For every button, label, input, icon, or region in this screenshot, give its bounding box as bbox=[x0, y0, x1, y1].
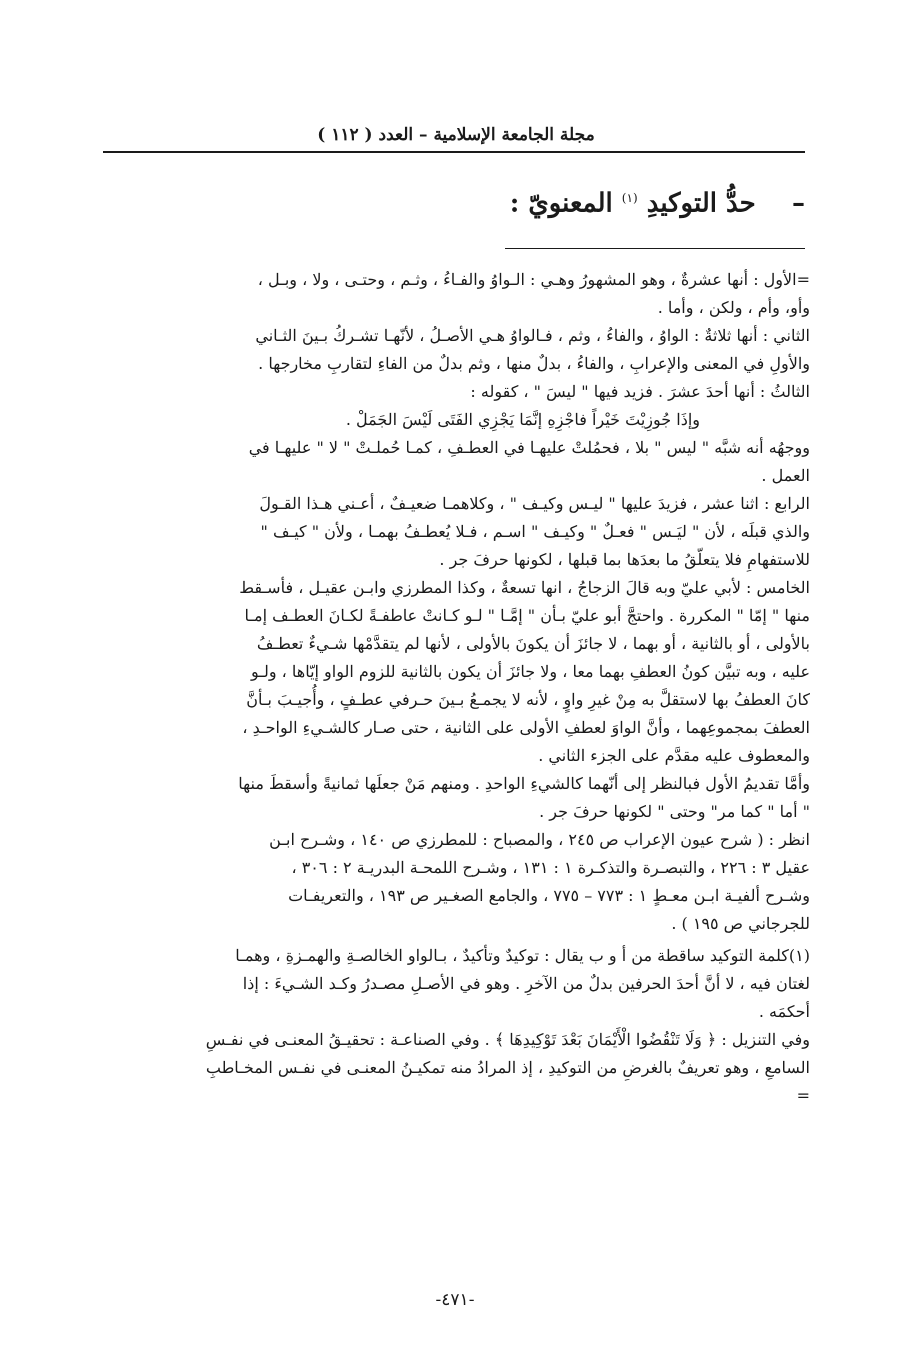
header-rule bbox=[103, 151, 805, 153]
footnote-line: (١)كلمة التوكيد ساقطة من أ و ب يقال : توكيدٌ وتأكيدٌ ، بـالواو الخالصـةِ والهمـزةِ ، وهمـا bbox=[235, 946, 810, 965]
footnote-continuation-mark: = bbox=[796, 1086, 810, 1105]
footnote-reference[interactable]: (١) bbox=[621, 191, 638, 205]
footnote-line: الثاني : أنها ثلاثةٌ : الواوُ ، والفاءُ ، وثم ، فـالواوُ هـي الأصـلُ ، لأنّهـا تشـركُ بـينَ الثـاني bbox=[255, 326, 810, 345]
footnote-line: للجرجاني ص ١٩٥ ) . bbox=[671, 914, 810, 933]
section-heading bbox=[510, 178, 805, 224]
footnote-line: السامعِ ، وهو تعريفٌ بالغرضِ من التوكيدِ ، إذ المرادُ منه تمكيـنُ المعنـى في نفـس المخـاطبِ bbox=[205, 1058, 810, 1077]
heading-dash: – bbox=[792, 188, 805, 219]
footnote-line: والذي قبلَه ، لأن " ليَـس " فعـلٌ " وكيـف " اسـم ، فـلا يُعطـفُ بهمـا ، ولأن " كيـف " bbox=[260, 522, 810, 541]
running-header: مجلة الجامعة الإسلامية – العدد ( ١١٢ ) bbox=[317, 125, 595, 145]
footnotes-block bbox=[100, 266, 810, 1110]
footnote-line: عليه ، وبه تبيَّن كونُ العطفِ بهما معا ، ولا جائزَ أن يكون بالثانية للزوم الواو إيّاها ، ولـو bbox=[250, 662, 810, 681]
footnote-line: والمعطوف عليه مقدَّم على الجزء الثاني . bbox=[538, 746, 810, 765]
footnote-separator bbox=[505, 248, 805, 249]
footnote-line: للاستفهامِ فلا يتعلّقُ ما بعدَها بما قبلها ، لكونها حرفَ جر . bbox=[439, 550, 810, 569]
footnote-line: كانَ العطفُ بها لاستقلَّ به مِنْ غيرِ واوٍ ، لأنه لا يجمـعُ بـينَ حـرفي عطـفٍ ، وأُجيـبَ بـأنَّ bbox=[246, 690, 810, 709]
footnote-line: لغتان فيه ، لا أنَّ أحدَ الحرفين بدلٌ من الآخرِ . وهو في الأصـلِ مصـدرُ وكـد الشـيءَ : إذا bbox=[242, 974, 810, 993]
footnote-line: انظر : ( شرح عيون الإعراب ص ٢٤٥ ، والمصباح : للمطرزي ص ١٤٠ ، وشـرح ابـن bbox=[269, 830, 810, 849]
heading-title-part1: حدُّ التوكيدِ bbox=[646, 188, 756, 219]
footnote-line: عقيل ٣ : ٢٢٦ ، والتبصـرة والتذكـرة ١ : ١٣١ ، وشـرح اللمحـة البدريـة ٢ : ٣٠٦ ، bbox=[291, 858, 810, 877]
footnote-line: وشـرح ألفيـة ابـن معـطٍ ١ : ٧٧٣ – ٧٧٥ ، والجامع الصغـير ص ١٩٣ ، والتعريفـات bbox=[288, 886, 810, 905]
footnote-line: الثالثُ : أنها أحدَ عشرَ . فزيد فيها " ليسَ " ، كقوله : bbox=[470, 382, 810, 401]
footnote-line: والأولِ في المعنى والإعرابِ ، والفاءُ ، بدلٌ منها ، وثم بدلٌ من الفاءِ لتقاربِ مخارجها . bbox=[258, 354, 810, 373]
heading-title-part2: المعنويّ : bbox=[509, 188, 613, 219]
footnote-line: ووجهُه أنه شبَّه " ليس " بلا ، فحمُلتْ عليهـا في العطـفِ ، كمـا حُملـتْ " لا " عليهـا في bbox=[248, 438, 810, 457]
footnote-line: بالأولى ، أو بالثانية ، أو بهما ، لا جائزَ أن يكونَ بالأولى ، لأنها لم يتقدَّمْها شـيءٌ تعطـفُ bbox=[256, 634, 810, 653]
footnote-line: =الأول : أنها عشرةٌ ، وهو المشهورُ وهـي : الـواوُ والفـاءُ ، وثـم ، وحتـى ، ولا ، وبـل ، bbox=[257, 270, 810, 289]
footnote-line: " أما " كما مر" وحتى " لكونها حرفَ جر . bbox=[539, 802, 810, 821]
footnote-line: وأو، وأم ، ولكن ، وأما . bbox=[657, 298, 810, 317]
footnote-line: منها " إمّا " المكررة . واحتجَّ أبو عليّ بـأن " إمَّـا " لـو كـانتْ عاطفـةً لكـانَ العطـف إمـا bbox=[244, 606, 810, 625]
footnote-line: العطفَ بمجموعِهما ، وأنَّ الواوَ لعطفِ الأولى على الثانية ، حتى صـار كالشـيءِ الواحـدِ ، bbox=[242, 718, 810, 737]
footnote-line: وأمَّا تقديمُ الأول فبالنظر إلى أنّهما كالشيءِ الواحدِ . ومنهم مَنْ جعلَها ثمانيةً وأسقطَ منها bbox=[238, 774, 810, 793]
footnote-line: الخامس : لأبي عليّ وبه قالَ الزجاجُ ، انها تسعةٌ ، وكذا المطرزي وابـن عقيـل ، فأسـقط bbox=[239, 578, 810, 597]
footnote-line: وفي التنزيل : ﴿ وَلَا تَنْقُضُوا الْأَيْمَانَ بَعْدَ تَوْكِيدِهَا ﴾ . وفي الصناعـة : تحقيـقُ المعنـى في نفـسِ bbox=[205, 1030, 810, 1049]
footnote-line: أحكمَه . bbox=[758, 1002, 810, 1021]
poetry-verse: وإذَا جُوزِيْتَ خَيْراً فاجْزِهِ إنَّمَا يَجْزِي الفَتَى لَيْسَ الجَمَلْ . bbox=[345, 410, 700, 429]
footnote-line: العمل . bbox=[761, 466, 810, 485]
page-number: -٤٧١- bbox=[435, 1290, 475, 1310]
footnote-line: الرابع : اثنا عشر ، فزيدَ عليها " ليـس وكيـف " ، وكلاهمـا ضعيـفٌ ، أعـني هـذا القـولَ bbox=[259, 494, 810, 513]
